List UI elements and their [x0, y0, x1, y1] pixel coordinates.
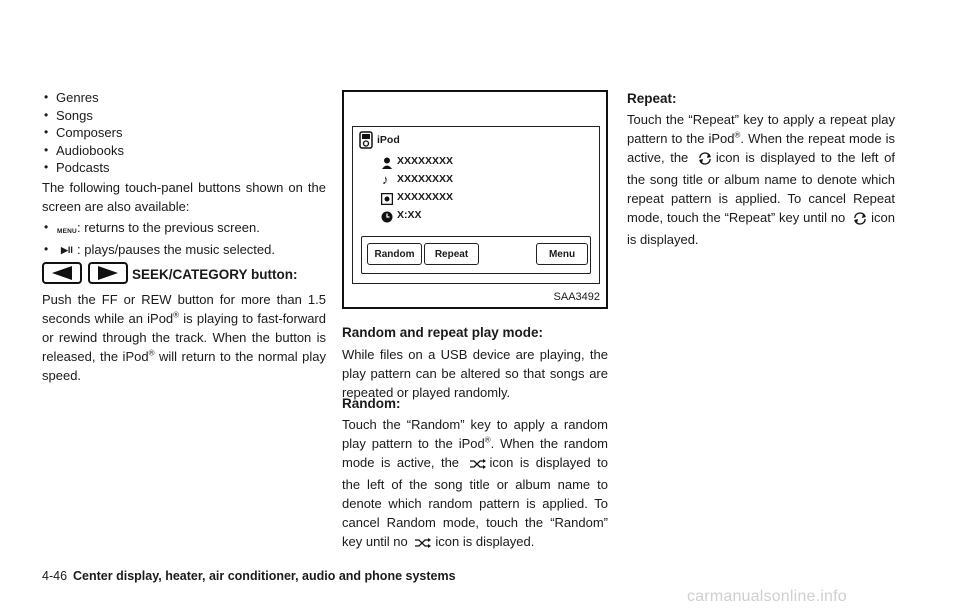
random-button[interactable]: Random	[367, 243, 422, 265]
figure-label: SAA3492	[553, 291, 600, 303]
list-item: • Podcasts	[42, 158, 124, 176]
watermark: carmanualsonline.info	[687, 588, 847, 605]
song-name: XXXXXXXX	[397, 173, 454, 185]
menu-button[interactable]: Menu	[536, 243, 588, 265]
menu-button-desc: : returns to the previous screen.	[77, 220, 260, 235]
list-item: • Genres	[42, 88, 124, 106]
repeat-text: Touch the “Repeat” key to apply a repeat play pattern to the iPod®. When the repeat mode is active, the icon is displayed to the left of the song title or album name to denote which repeat pattern is applied. To cancel Repeat mode, touch the “Repeat” key until no icon is displayed.	[627, 112, 895, 247]
repeat-heading: Repeat:	[627, 91, 677, 106]
random-repeat-heading: Random and repeat play mode:	[342, 325, 544, 340]
shuffle-icon	[469, 456, 487, 475]
fast-forward-icon	[88, 262, 128, 289]
random-text: Touch the “Random” key to apply a random play pattern to the iPod®. When the random mode is active, the icon is displayed to the left of the song title or album name to denote which random pattern is applied. To cancel Random mode, touch the “Random” key until no icon is displayed.	[342, 415, 608, 554]
ipod-display	[352, 126, 600, 284]
album-icon	[381, 192, 393, 210]
page-footer	[42, 569, 456, 583]
screen-button-bar	[361, 236, 591, 274]
play-pause-button-item	[42, 240, 326, 259]
shuffle-icon	[414, 535, 432, 554]
album-name: XXXXXXXX	[397, 191, 454, 203]
random-heading: Random:	[342, 396, 401, 411]
menu-button-item	[42, 218, 326, 237]
intro-text: The following touch-panel buttons shown on the screen are also available:	[42, 180, 326, 214]
repeat-button[interactable]: Repeat	[424, 243, 479, 265]
artist-name: XXXXXXXX	[397, 155, 454, 167]
menu-icon: MENU	[57, 228, 77, 235]
random-repeat-text: While files on a USB device are playing, the play pattern can be altered so that songs are repeated or played randomly.	[342, 347, 608, 400]
list-item: • Composers	[42, 123, 124, 141]
play-pause-desc: : plays/pauses the music selected.	[77, 242, 275, 257]
footer-title: Center display, heater, air conditioner, audio and phone systems	[73, 569, 456, 583]
bullet: •	[44, 242, 49, 256]
category-list	[42, 88, 124, 176]
track-time: X:XX	[397, 209, 422, 221]
page-number: 4-46	[42, 569, 68, 583]
ipod-title: iPod	[377, 134, 400, 146]
song-icon: ♪	[382, 172, 389, 187]
ipod-screen-figure	[342, 90, 608, 309]
clock-icon	[381, 210, 393, 228]
rewind-icon	[42, 262, 82, 289]
bullet: •	[44, 220, 49, 234]
repeat-icon	[697, 151, 713, 170]
seek-heading-row	[42, 262, 326, 286]
list-item: • Audiobooks	[42, 141, 124, 159]
seek-text: Push the FF or REW button for more than 1.5 seconds while an iPod® is playing to fast-forward or rewind through the track. When the button is released, the iPod® will return to the normal play speed.	[42, 292, 326, 383]
play-pause-icon: ▶II	[61, 245, 73, 255]
seek-heading: SEEK/CATEGORY button:	[132, 267, 298, 282]
list-item: • Songs	[42, 106, 124, 124]
repeat-icon	[852, 211, 868, 230]
ipod-icon	[359, 131, 373, 154]
